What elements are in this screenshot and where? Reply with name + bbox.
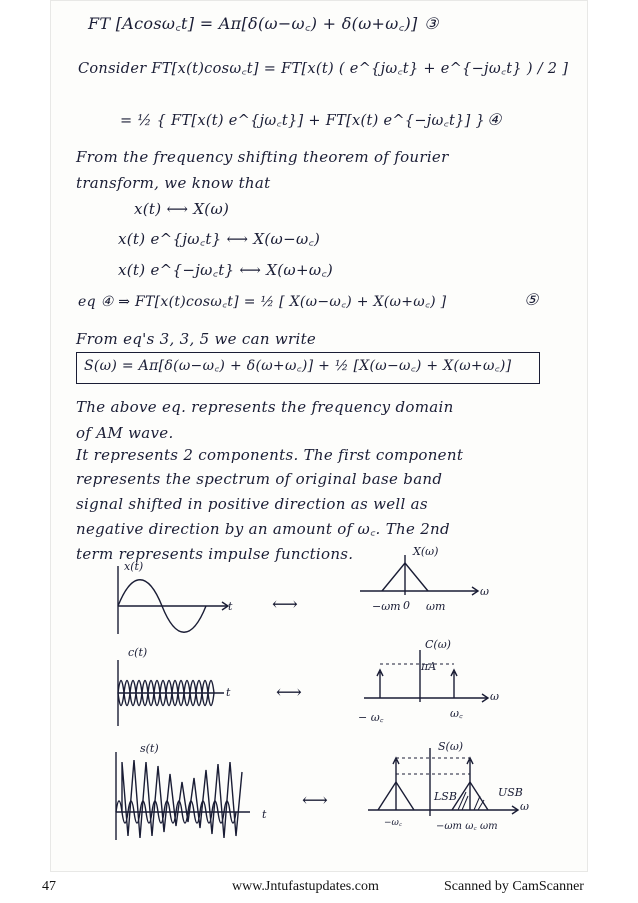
text-from-eqs: From eq's 3, 3, 5 we can write bbox=[76, 330, 317, 348]
fourier-pair-1: x(t) ⟷ X(ω) bbox=[134, 200, 230, 218]
paragraph-line-7: term represents impulse functions. bbox=[76, 545, 354, 563]
text-from-shifting: From the frequency shifting theorem of fourier bbox=[76, 148, 449, 166]
equation-number-5: ⑤ bbox=[524, 290, 539, 309]
paragraph-line-5: signal shifted in positive direction as well as bbox=[76, 495, 428, 513]
equation-half-ft: = ½ { FT[x(t) e^{jω꜀t}] + FT[x(t) e^{−jω꜀t}] } bbox=[120, 113, 486, 129]
graph-ct bbox=[112, 660, 252, 730]
paragraph-line-2: of AM wave. bbox=[76, 424, 174, 442]
graph-Xw-neg-wm: −ωm bbox=[372, 600, 401, 613]
graph-Sw-neg-wc: −ω꜀ bbox=[384, 818, 402, 828]
paragraph-line-4: represents the spectrum of original base band bbox=[76, 470, 443, 488]
graph-Cw-pi-a: πA bbox=[421, 660, 437, 673]
graph-Sw-label: S(ω) bbox=[438, 740, 464, 753]
text-transform-know: transform, we know that bbox=[76, 174, 271, 192]
graph-Cw bbox=[362, 650, 502, 710]
graph-st-label: s(t) bbox=[140, 742, 159, 755]
paragraph-line-1: The above eq. represents the frequency domain bbox=[76, 398, 454, 416]
equation-eq4-implies: eq ④ ⇒ FT[x(t)cosω꜀t] = ½ [ X(ω−ω꜀) + X(ω+ω꜀) ] bbox=[78, 294, 447, 310]
graph-Xw-label: X(ω) bbox=[413, 545, 439, 558]
graph-Sw-bottom-axis: −ωm ω꜀ ωm bbox=[436, 821, 498, 832]
fourier-pair-2: x(t) e^{jω꜀t} ⟷ X(ω−ω꜀) bbox=[118, 230, 321, 248]
scanner-credit: Scanned by CamScanner bbox=[444, 879, 584, 894]
graph-Sw-w-label: ω bbox=[520, 800, 529, 813]
arrow-3: ⟷ bbox=[302, 790, 329, 811]
graph-Cw-label: C(ω) bbox=[425, 638, 451, 651]
graph-Xw bbox=[360, 555, 500, 605]
equation-number-3: ③ bbox=[424, 14, 439, 33]
paragraph-line-3: It represents 2 components. The first component bbox=[76, 446, 464, 464]
graph-Sw-lsb: LSB bbox=[434, 790, 457, 803]
graph-st-t-label: t bbox=[262, 808, 267, 821]
fourier-pair-3: x(t) e^{−jω꜀t} ⟷ X(ω+ω꜀) bbox=[118, 261, 334, 279]
graph-Sw-usb: USB bbox=[498, 786, 523, 799]
graph-Xw-w-label: ω bbox=[480, 585, 489, 598]
graph-Xw-zero: 0 bbox=[403, 599, 410, 612]
graph-ct-label: c(t) bbox=[128, 646, 148, 659]
equation-number-4: ④ bbox=[487, 110, 502, 129]
paragraph-line-6: negative direction by an amount of ω꜀. The 2nd bbox=[76, 520, 450, 538]
graph-Cw-neg-wc: − ω꜀ bbox=[358, 711, 384, 724]
graph-Xw-wm: ωm bbox=[426, 600, 446, 613]
boxed-equation: S(ω) = Aπ[δ(ω−ω꜀) + δ(ω+ω꜀)] + ½ [X(ω−ω꜀) + X(ω+ω꜀)] bbox=[84, 358, 512, 374]
graph-xt-t-label: t bbox=[228, 600, 233, 613]
arrow-1: ⟷ bbox=[272, 594, 299, 615]
arrow-2: ⟷ bbox=[276, 682, 303, 703]
website-link[interactable]: www.Jntufastupdates.com bbox=[232, 879, 379, 894]
graph-ct-t-label: t bbox=[226, 686, 231, 699]
graph-xt-label: x(t) bbox=[124, 560, 144, 573]
graph-Cw-w-label: ω bbox=[490, 690, 499, 703]
page-number: 47 bbox=[42, 879, 56, 894]
graph-Cw-wc: ω꜀ bbox=[450, 707, 463, 720]
equation-consider: Consider FT[x(t)cosω꜀t] = FT[x(t) ( e^{jω꜀t} + e^{−jω꜀t} ) / 2 ] bbox=[78, 61, 569, 77]
graph-st bbox=[110, 752, 260, 842]
equation-ft-acos: FT [Acosω꜀t] = Aπ[δ(ω−ω꜀) + δ(ω+ω꜀)] bbox=[88, 14, 418, 33]
